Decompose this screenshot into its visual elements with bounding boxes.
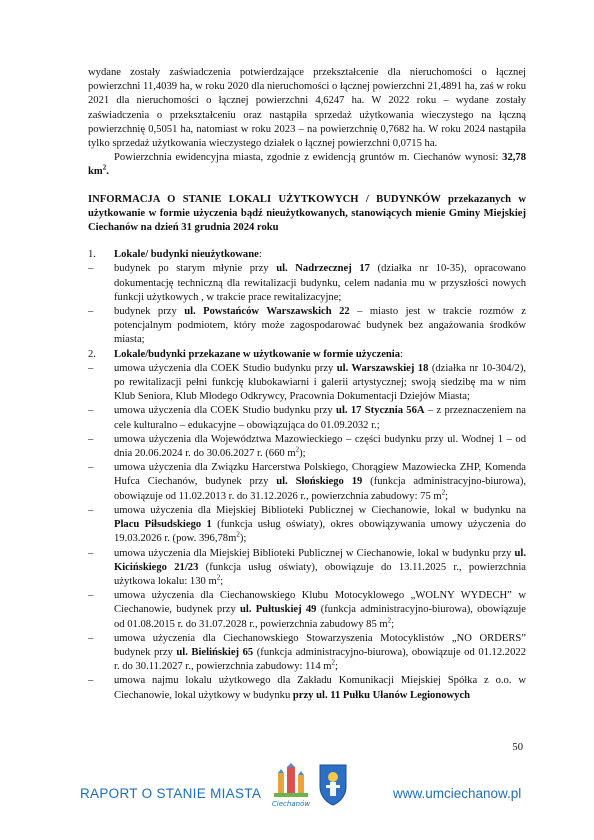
list-dash: – — [88, 362, 94, 374]
list-item — [88, 547, 526, 590]
city-logo-icon — [272, 763, 310, 809]
list-dash: – — [88, 306, 94, 318]
document-body — [88, 66, 526, 703]
list-item-text: umowa użyczenia dla Ciechanowskiego Stowarzyszenia Motocyklistów „NO ORDERS” budynek przy ul. Bielińskiej 65 (funkcja administracyjno-biurowa), obowiązuje od 01.12.2022 r. do 30.11.2027 r., powierzchnia zabudowy: 114 $m^2$; — [114, 632, 526, 673]
list-dash: – — [88, 590, 94, 602]
list-dash: – — [88, 263, 94, 275]
footer-report-title: RAPORT O STANIE MIASTA — [80, 786, 262, 801]
list-dash: – — [88, 405, 94, 417]
list-item-text: umowa użyczenia dla COEK Studio budynku przy ul. 17 Stycznia 56A – z przeznaczeniem na cele kulturalno – edukacyjne – obowiązująca do 01.09.2032 r.; — [114, 405, 526, 431]
list-item — [88, 262, 526, 305]
list-item-text: umowa użyczenia dla Miejskiej Biblioteki Publicznej w Ciechanowie, lokal w budynku przy ul. Kicińskiego 21/23 (funkcja usług oświaty), obowiązuje do 13.11.2025 r., powierzchnia użytkowa lokalu: 130 $m^2$; — [114, 547, 526, 587]
list-item — [88, 433, 526, 461]
list-dash: – — [88, 632, 94, 644]
list-dash: – — [88, 433, 94, 445]
list-item-text: umowa najmu lokalu użytkowego dla Zakładu Komunikacji Miejskiej Spółka z o.o. w Ciechanowie, lokal użytkowy w budynku przy ul. 11 Pułku Ułanów Legionowych — [114, 675, 526, 701]
list-item — [88, 674, 526, 702]
list-item-text: umowa użyczenia dla Województwa Mazowieckiego – części budynku przy ul. Wodnej 1 – od dnia 20.06.2024 r. do 30.06.2027 r. (660 $m^2$); — [114, 433, 526, 460]
list-item-text: umowa użyczenia dla Ciechanowskiego Klubu Motocyklowego „WOLNY WYDECH” w Ciechanowie, budynek przy ul. Pułtuskiej 49 (funkcja administracyjno-biurowa), obowiązuje od 01.08.2015 r. do 31.07.2028 r., powierzchnia zabudowy 85 $m^2$; — [114, 590, 526, 630]
area-paragraph — [88, 151, 526, 179]
section-2-list — [88, 362, 526, 703]
page-footer — [0, 760, 594, 840]
list-item — [88, 362, 526, 405]
list-item-text: budynek po starym młynie przy ul. Nadrzecznej 17 (działka nr 10-35), opracowano dokumentację techniczną dla rewitalizacji budynku, celem nadania mu w przyszłości nowych funkcji użytkowych , w trakcie prace rewitalizacyjne; — [114, 263, 526, 303]
list-item — [88, 305, 526, 348]
list-dash: – — [88, 504, 94, 516]
list-item-text: budynek przy ul. Powstańców Warszawskich 22 – miasto jest w trakcie rozmów z potencjalnym podmiotem, który może zagospodarować budynek bez angażowania środków miasta; — [114, 306, 526, 346]
list-item — [88, 632, 526, 675]
list-item — [88, 589, 526, 632]
list-dash: – — [88, 462, 94, 474]
list-item — [88, 504, 526, 547]
list-dash: – — [88, 675, 94, 687]
section-1-title: 1. Lokale/ budynki nieużytkowane: — [88, 249, 262, 261]
area-text: Powierzchnia ewidencyjna miasta, zgodnie z ewidencją gruntów m. Ciechanów wynosi: — [114, 152, 499, 164]
page-number: 50 — [512, 742, 523, 753]
section-1-list — [88, 262, 526, 347]
footer-website: www.umciechanow.pl — [393, 786, 522, 801]
logo-text: Ciechanów — [272, 800, 310, 808]
list-dash: – — [88, 547, 94, 559]
list-item-text: umowa użyczenia dla Związku Harcerstwa Polskiego, Chorągiew Mazowiecka ZHP, Komenda Hufca Ciechanów, budynek przy ul. Słońskiego 19 (funkcja administracyjno-biurowa), obowiązuje od 11.02.2013 r. do 31.12.2026 r., powierzchnia zabudowy: 75 $m^2$; — [114, 462, 526, 502]
section-heading: INFORMACJA O STANIE LOKALI UŻYTKOWYCH / BUDYNKÓW przekazanych w użytkowanie w formie użyczenia bądź nieużytkowanych, stanowiących mienie Gminy Miejskiej Ciechanów na dzień 31 grudnia 2024 roku — [88, 193, 526, 234]
list-item — [88, 404, 526, 432]
section-2-title: 2. Lokale/budynki przekazane w użytkowanie w formie użyczenia: — [88, 348, 403, 360]
intro-paragraph: wydane zostały zaświadczenia potwierdzające przekształcenie dla nieruchomości o łącznej powierzchni 11,4039 ha, w roku 2020 dla nieruchomości o łącznej powierzchni 21,4891 ha, zaś w roku 2021 dla nieruchomości o łącznej powierzchni 4,6247 ha. W 2022 roku – wydane zostały zaświadczenia o przekształceniu oraz nastąpiła sprzedaż użytkowania wieczystego na łączną powierzchnię 0,5051 ha, natomiast w roku 2023 – na powierzchnię 0,7682 ha. W roku 2024 nastąpiła tylko sprzedaż użytkowania wieczystego działek o łącznej powierzchni 0,0715 ha. — [88, 67, 526, 150]
list-item-text: umowa użyczenia dla Miejskiej Biblioteki Publicznej w Ciechanowie, lokal w budynku na Placu Piłsudskiego 1 (funkcja usług oświaty), okres obowiązywania umowy użyczenia do 19.03.2026 r. (pow. $396,78m^2$); — [114, 504, 526, 545]
coat-of-arms-icon — [318, 763, 348, 807]
list-item-text: umowa użyczenia dla COEK Studio budynku przy ul. Warszawskiej 18 (działka nr 10-304/2), po rewitalizacji pełni funkcję klubokawiarni i galerii artystycznej; swoją siedzibę ma w nim Klub Seniora, Klub Młodego Odkrywcy, Pracownia Dokumentacji Dziejów Miasta; — [114, 362, 526, 403]
area-value: 32,78 $km^2$. — [88, 152, 526, 178]
list-item — [88, 461, 526, 504]
